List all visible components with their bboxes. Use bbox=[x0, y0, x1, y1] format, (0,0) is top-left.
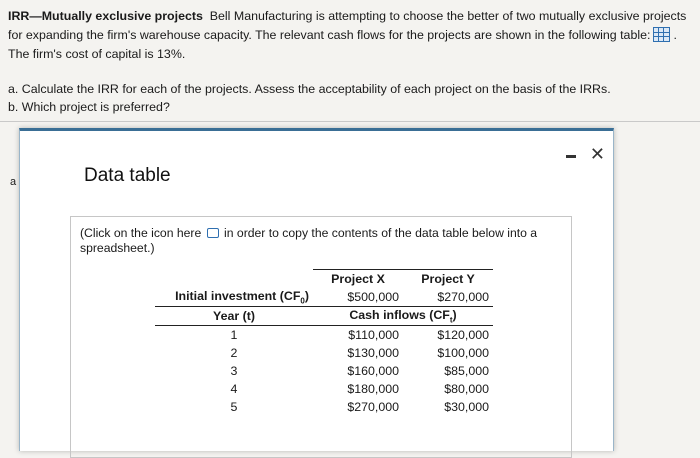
header-project-y: Project Y bbox=[403, 270, 493, 289]
table-header-row bbox=[155, 270, 493, 289]
copy-instructions bbox=[80, 226, 540, 256]
initial-investment-row bbox=[155, 288, 493, 307]
data-table-box bbox=[70, 216, 572, 458]
question-a: a. Calculate the IRR for each of the projects. Assess the acceptability of each project on the basis of the IRRs. bbox=[8, 82, 611, 96]
dialog-title: Data table bbox=[84, 165, 171, 186]
data-table-dialog bbox=[19, 128, 614, 451]
side-letter: a bbox=[10, 176, 17, 188]
header-project-x: Project X bbox=[313, 270, 403, 289]
close-icon[interactable]: ✕ bbox=[589, 144, 605, 164]
problem-text: Bell Manufacturing is attempting to choose the better of two mutually exclusive projects for expanding the firm's warehouse capacity. The relevant cash flows for the projects are shown in the following table: bbox=[8, 9, 687, 42]
cash-inflows-label: Cash inflows $(CF_t)$ bbox=[313, 307, 493, 326]
initial-investment-label: Initial investment $(CF_0)$ bbox=[175, 288, 309, 306]
problem-title: IRR—Mutually exclusive projects bbox=[8, 9, 203, 23]
instructions-text-1: (Click on the icon here bbox=[80, 226, 202, 240]
table-row: 3 $160,000 $85,000 bbox=[230, 364, 489, 378]
table-row: 4 $180,000 $80,000 bbox=[230, 382, 489, 396]
initial-y: $270,000 bbox=[437, 290, 489, 304]
divider bbox=[0, 121, 700, 122]
instructions-text-2: in order to copy the contents of the data table below into a spreadsheet.) bbox=[80, 226, 538, 255]
initial-x: $500,000 bbox=[347, 290, 399, 304]
table-row: 1 $110,000 $120,000 bbox=[155, 326, 493, 345]
question-b: b. Which project is preferred? bbox=[8, 100, 170, 114]
problem-text-end: . The firm's cost of capital is 13%. bbox=[8, 28, 677, 61]
problem-statement bbox=[8, 7, 698, 64]
copy-icon[interactable] bbox=[207, 228, 219, 238]
year-label: Year (t) bbox=[155, 307, 313, 326]
minimize-icon[interactable] bbox=[566, 155, 576, 158]
table-icon[interactable] bbox=[653, 27, 670, 42]
window-controls bbox=[566, 145, 605, 163]
table-row: 5 $270,000 $30,000 bbox=[230, 400, 489, 414]
table-row: 2 $130,000 $100,000 bbox=[230, 346, 489, 360]
inflows-header-row bbox=[155, 307, 493, 326]
cash-flow-table bbox=[155, 269, 493, 416]
questions bbox=[8, 80, 611, 116]
